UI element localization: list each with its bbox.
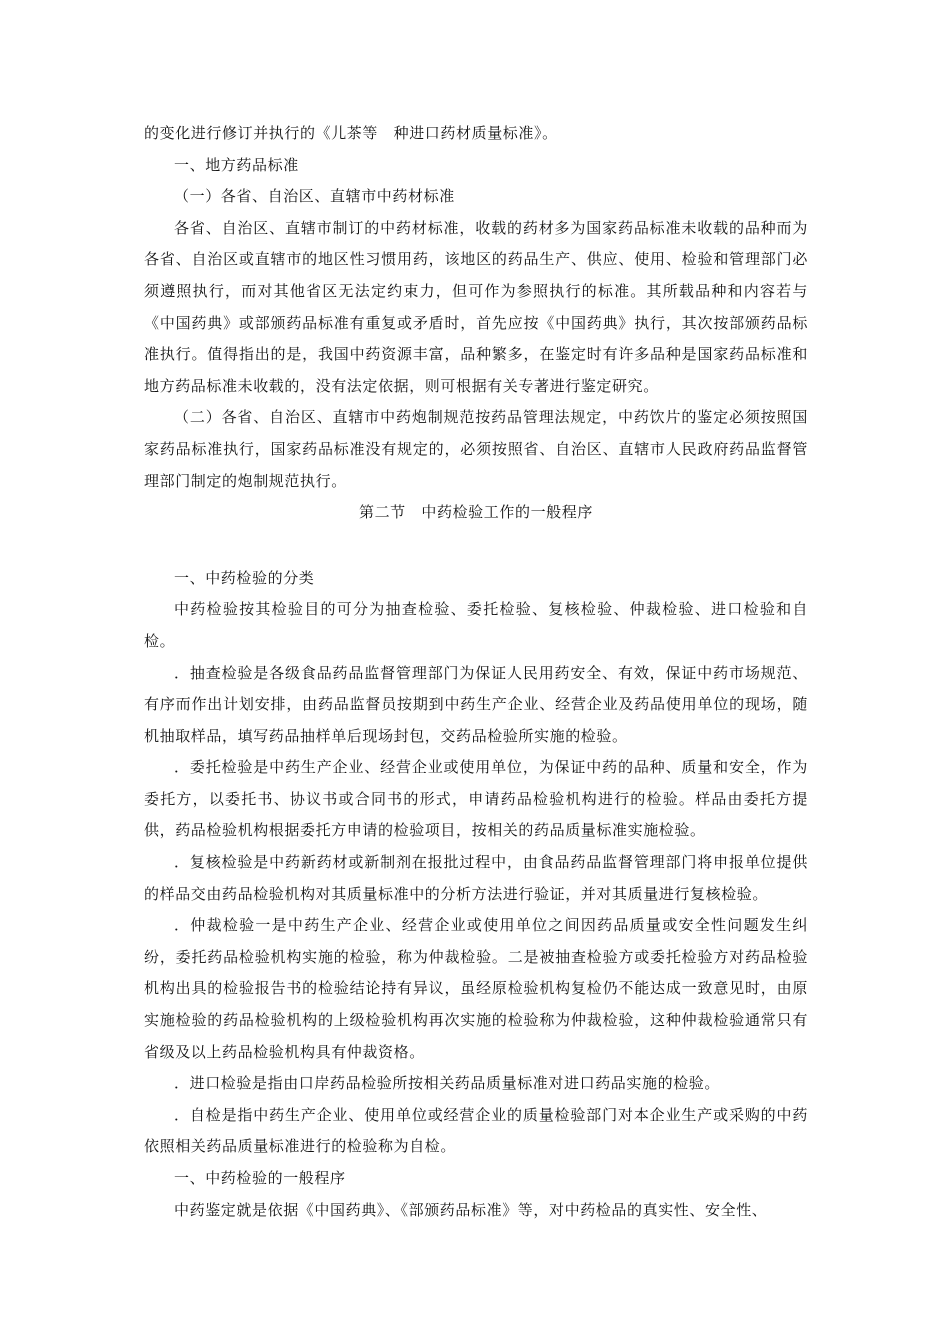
list-item-review: ．复核检验是中药新药材或新制剂在报批过程中，由食品药品监督管理部门将申报单位提供的样品交由药品检验机构对其质量标准中的分析方法进行验证，并对其质量进行复核检验。 [144,853,808,903]
list-item-spot-check: ．抽查检验是各级食品药品监督管理部门为保证人民用药安全、有效，保证中药市场规范、有序而作出计划安排，由药品监督员按期到中药生产企业、经营企业及药品使用单位的现场，随机抽取样品，填写药品抽样单后现场封包，交药品检验所实施的检验。 [144,663,808,745]
list-item-commissioned: ．委托检验是中药生产企业、经营企业或使用单位，为保证中药的品种、质量和安全，作为委托方，以委托书、协议书或合同书的形式，申请药品检验机构进行的检验。样品由委托方提供，药品检验机构根据委托方申请的检验项目，按相关的药品质量标准实施检验。 [144,758,808,840]
paragraph-processing-norms: （二）各省、自治区、直辖市中药炮制规范按药品管理法规定，中药饮片的鉴定必须按照国家药品标准执行，国家药品标准没有规定的，必须按照省、自治区、直辖市人民政府药品监督管理部门制定的炮制规范执行。 [144,408,808,490]
subheading-provincial-herb-standards: （一）各省、自治区、直辖市中药材标准 [174,187,455,206]
heading-local-standards: 一、地方药品标准 [174,155,299,174]
document-page [144,118,808,1226]
paragraph-provincial-standards: 各省、自治区、直辖市制订的中药材标准，收载的药材多为国家药品标准未收载的品种而为各省、自治区或直辖市的地区性习惯用药，该地区的药品生产、供应、使用、检验和管理部门必须遵照执行，而对其他省区无法定约束力，但可作为参照执行的标准。其所载品种和内容若与《中国药典》或部颁药品标准有重复或矛盾时，首先应按《中国药典》执行，其次按部颁药品标准执行。值得指出的是，我国中药资源丰富，品种繁多，在鉴定时有许多品种是国家药品标准和地方药品标准未收载的，没有法定依据，则可根据有关专著进行鉴定研究。 [144,218,808,395]
list-item-import: ．进口检验是指由口岸药品检验所按相关药品质量标准对进口药品实施的检验。 [174,1074,721,1093]
paragraph-categories-intro: 中药检验按其检验目的可分为抽查检验、委托检验、复核检验、仲裁检验、进口检验和自检。 [144,600,808,650]
section-title: 第二节 中药检验工作的一般程序 [358,503,593,522]
blank-line [144,529,808,563]
heading-inspection-categories: 一、中药检验的分类 [174,568,315,587]
list-item-arbitration: ．仲裁检验一是中药生产企业、经营企业或使用单位之间因药品质量或安全性问题发生纠纷，委托药品检验机构实施的检验，称为仲裁检验。二是被抽查检验方或委托检验方对药品检验机构出具的检验报告书的检验结论持有异议，虽经原检验机构复检仍不能达成一致意见时，由原实施检验的药品检验机构的上级检验机构再次实施的检验称为仲裁检验，这种仲裁检验通常只有省级及以上药品检验机构具有仲裁资格。 [144,916,808,1061]
paragraph-continuation: 的变化进行修订并执行的《儿茶等 种进口药材质量标准》。 [144,124,558,142]
list-item-self-check: ．自检是指中药生产企业、使用单位或经营企业的质量检验部门对本企业生产或采购的中药依照相关药品质量标准进行的检验称为自检。 [144,1105,808,1156]
paragraph-identification: 中药鉴定就是依据《中国药典》、《部颁药品标准》等，对中药检品的真实性、安全性、 [174,1200,768,1219]
heading-general-procedure: 一、中药检验的一般程序 [174,1169,346,1187]
